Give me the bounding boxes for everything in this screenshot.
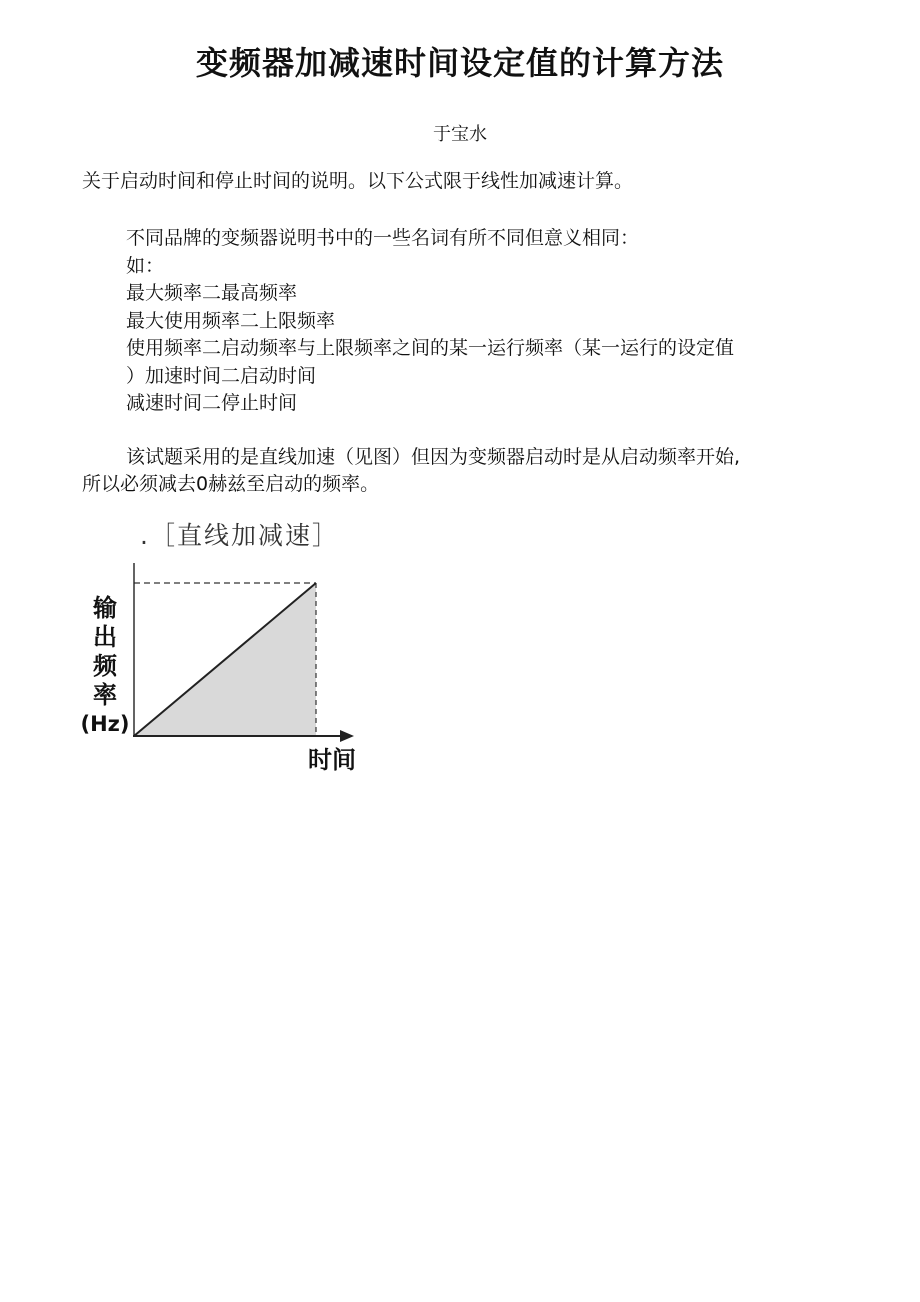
note-line: 所以必须减去0赫兹至启动的频率。 [82, 473, 380, 495]
page-title: 变频器加减速时间设定值的计算方法 [195, 44, 724, 82]
y-axis-label-char: 出 [93, 623, 117, 651]
term-list [126, 225, 734, 418]
list-item: 使用频率二启动频率与上限频率之间的某一运行频率（某一运行的设定值 [126, 337, 735, 359]
intro-paragraph: 关于启动时间和停止时间的说明。以下公式限于线性加减速计算。 [82, 170, 634, 192]
list-item: ）加速时间二启动时间 [126, 364, 317, 387]
list-item: 不同品牌的变频器说明书中的一些名词有所不同但意义相同： [126, 227, 640, 249]
list-item: 最大使用频率二上限频率 [126, 309, 336, 332]
y-axis-label-char: 频 [93, 652, 117, 680]
figure-caption: .［直线加减速］ [140, 521, 339, 550]
y-axis-label-char: 输 [93, 594, 117, 622]
note-line: 该试题采用的是直线加速（见图）但因为变频器启动时是从启动频率开始, [126, 446, 741, 468]
y-axis-unit: (Hz) [80, 712, 130, 736]
note-paragraph [82, 444, 740, 498]
y-axis-label-char: 率 [93, 681, 117, 709]
x-axis-label: 时间 [308, 746, 356, 774]
author: 于宝水 [433, 124, 487, 145]
list-item: 如： [126, 254, 165, 277]
list-item: 最大频率二最高频率 [126, 282, 298, 304]
list-item: 减速时间二停止时间 [126, 392, 298, 414]
